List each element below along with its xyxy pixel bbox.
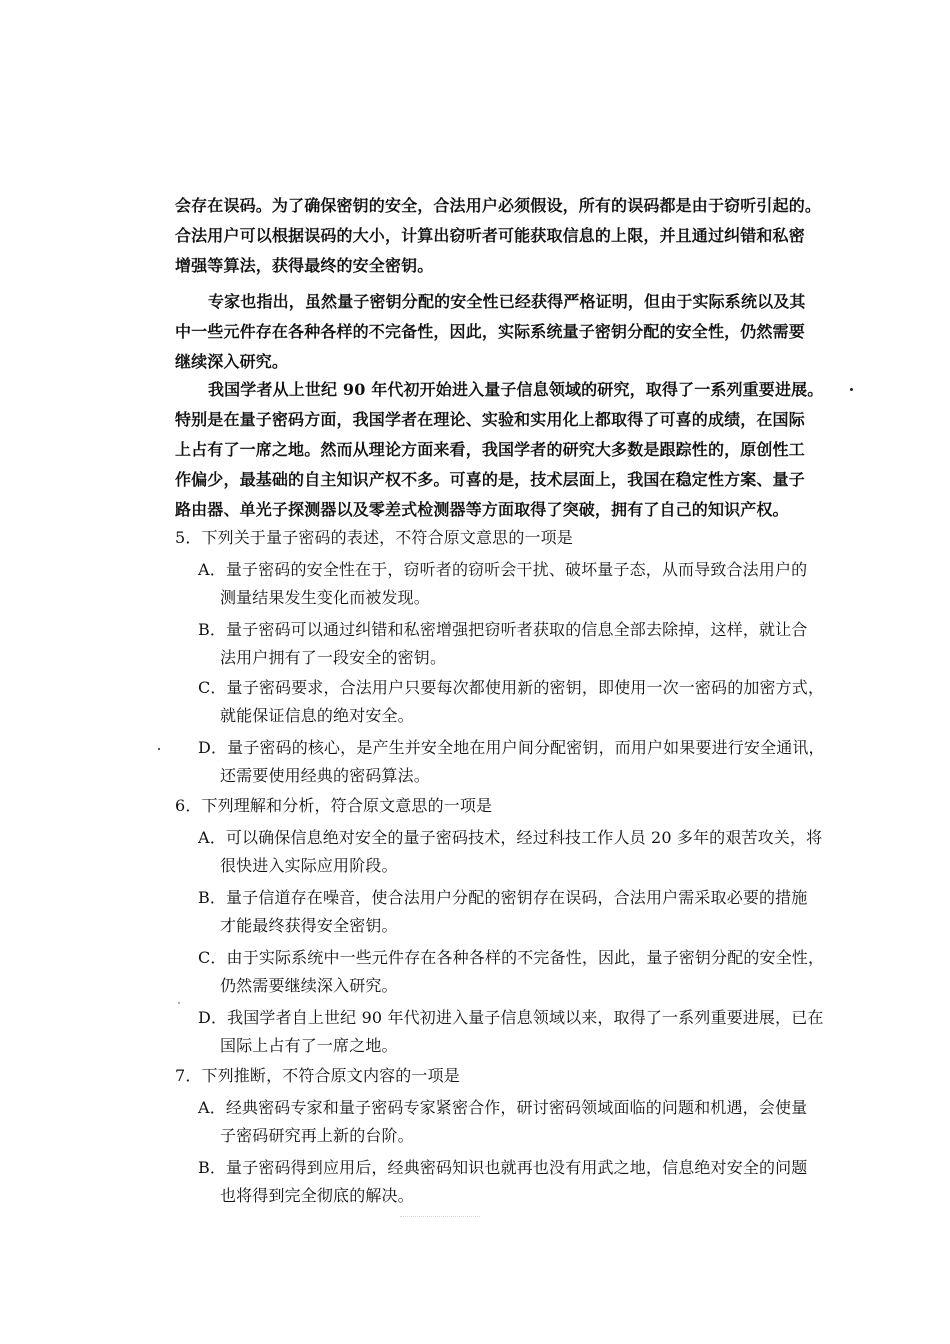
passage-line: 会存在误码。为了确保密钥的安全，合法用户必须假设，所有的误码都是由于窃听引起的。 (175, 196, 822, 215)
option-line: A．量子密码的安全性在于，窃听者的窃听会干扰、破坏量子态，从而导致合法用户的 (198, 560, 808, 579)
passage-line: 我国学者从上世纪 90 年代初开始进入量子信息领域的研究，取得了一系列重要进展。 (208, 380, 824, 399)
option-line: 才能最终获得安全密钥。 (220, 916, 398, 935)
option-line: C．由于实际系统中一些元件存在各种各样的不完备性，因此，量子密钥分配的安全性， (198, 948, 825, 967)
option-line: A．经典密码专家和量子密码专家紧密合作，研讨密码领域面临的问题和机遇，会使量 (198, 1098, 808, 1117)
passage-line: 作偏少，最基础的自主知识产权不多。可喜的是，技术层面上，我国在稳定性方案、量子 (175, 470, 805, 489)
option-line: 就能保证信息的绝对安全。 (220, 706, 414, 725)
option-line: 测量结果发生变化而被发现。 (220, 588, 430, 607)
option-line: C．量子密码要求，合法用户只要每次都使用新的密钥，即使用一次一密码的加密方式， (198, 678, 825, 697)
scan-speck (850, 388, 853, 391)
passage-line: 继续深入研究。 (175, 352, 289, 371)
passage-line: 路由器、单光子探测器以及零差式检测器等方面取得了突破，拥有了自己的知识产权。 (175, 500, 789, 519)
option-line: 还需要使用经典的密码算法。 (220, 766, 430, 785)
option-line: B．量子信道存在噪音，使合法用户分配的密钥存在误码，合法用户需采取必要的措施 (198, 888, 808, 907)
passage-line: 中一些元件存在各种各样的不完备性，因此，实际系统量子密钥分配的安全性，仍然需要 (175, 322, 805, 341)
passage-line: 上占有了一席之地。然而从理论方面来看，我国学者的研究大多数是跟踪性的，原创性工 (175, 440, 805, 459)
option-line: 国际上占有了一席之地。 (220, 1036, 398, 1055)
question-stem: 7．下列推断，不符合原文内容的一项是 (175, 1066, 460, 1085)
question-stem: 6．下列理解和分析，符合原文意思的一项是 (175, 796, 493, 815)
scan-speck (158, 748, 160, 750)
passage-line: 特别是在量子密码方面，我国学者在理论、实验和实用化上都取得了可喜的成绩，在国际 (175, 410, 805, 429)
option-line: 仍然需要继续深入研究。 (220, 976, 398, 995)
option-line: 很快进入实际应用阶段。 (220, 856, 398, 875)
option-line: A．可以确保信息绝对安全的量子密码技术，经过科技工作人员 20 多年的艰苦攻关，将 (198, 828, 823, 847)
scan-speck (178, 1002, 180, 1004)
scan-footer-mark (400, 1216, 480, 1225)
passage-line: 增强等算法，获得最终的安全密钥。 (175, 256, 434, 275)
option-line: 也将得到完全彻底的解决。 (220, 1186, 414, 1205)
option-line: 子密码研究再上新的台阶。 (220, 1126, 414, 1145)
option-line: D．我国学者自上世纪 90 年代初进入量子信息领域以来，取得了一系列重要进展，已在 (198, 1008, 824, 1027)
question-stem: 5．下列关于量子密码的表述，不符合原文意思的一项是 (175, 528, 573, 547)
option-line: 法用户拥有了一段安全的密钥。 (220, 648, 447, 667)
option-line: B．量子密码得到应用后，经典密码知识也就再也没有用武之地，信息绝对安全的问题 (198, 1158, 808, 1177)
passage-line: 专家也指出，虽然量子密钥分配的安全性已经获得严格证明，但由于实际系统以及其 (208, 292, 806, 311)
option-line: B．量子密码可以通过纠错和私密增强把窃听者获取的信息全部去除掉，这样，就让合 (198, 620, 808, 639)
option-line: D．量子密码的核心，是产生并安全地在用户间分配密钥，而用户如果要进行安全通讯， (198, 738, 825, 757)
passage-line: 合法用户可以根据误码的大小，计算出窃听者可能获取信息的上限，并且通过纠错和私密 (175, 226, 805, 245)
